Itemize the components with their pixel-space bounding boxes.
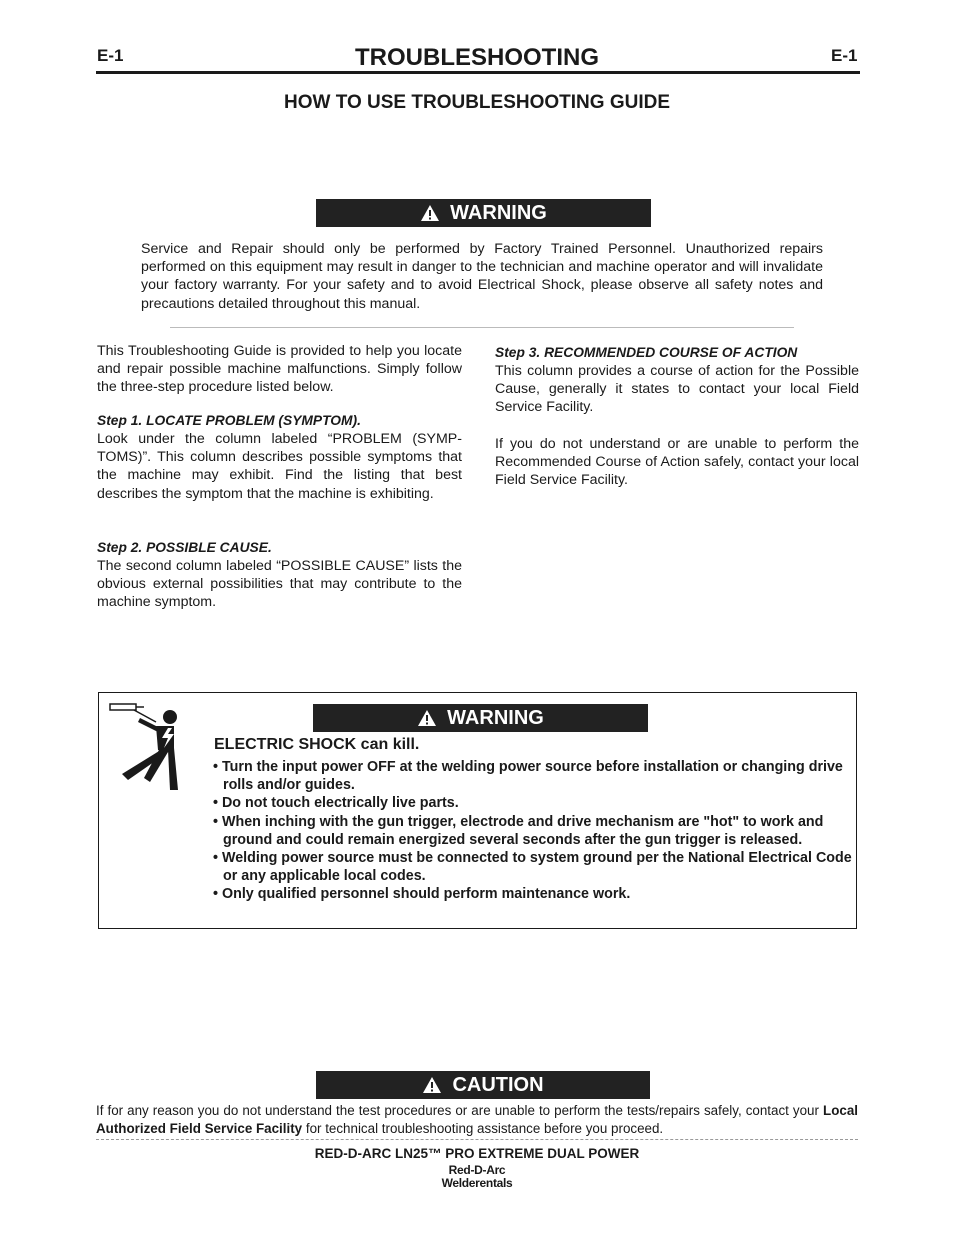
step2-text: The second column labeled “POSSIBLE CAUSE” lists the obvious external possibilities that may contribute to the machine symptom.: [97, 558, 462, 611]
guide-intro: This Troubleshooting Guide is provided to help you locate and repair possible machine malfunctions. Simply follow the three-step procedure listed below.: [97, 343, 462, 396]
step2-title: Step 2. POSSIBLE CAUSE.: [97, 540, 272, 555]
footer-product: RED-D-ARC LN25™ PRO EXTREME DUAL POWER: [314, 1146, 640, 1161]
shock-bullet-list: [213, 758, 853, 904]
warning-label: WARNING: [450, 201, 547, 224]
step3-text: This column provides a course of action for the Possible Cause, generally it states to contact your local Field Service Facility.: [495, 363, 859, 416]
logo-line-2: Welderentals: [441, 1176, 513, 1190]
warning-banner: [316, 199, 651, 227]
caution-text: [96, 1102, 858, 1138]
shock-heading: ELECTRIC SHOCK can kill.: [214, 736, 420, 753]
warning-triangle-icon: [417, 709, 437, 727]
divider: [170, 327, 794, 328]
caution-text-part: If for any reason you do not understand the test procedures or are unable to perform the tests/repairs safely, contact your: [96, 1103, 824, 1118]
warning-label-2: WARNING: [447, 706, 544, 729]
page-title: TROUBLESHOOTING: [355, 44, 599, 71]
list-item: • Turn the input power OFF at the welding power source before installation or changing drive rolls and/or guides.: [213, 759, 843, 794]
step3-title: Step 3. RECOMMENDED COURSE OF ACTION: [495, 345, 798, 360]
step3-note: If you do not understand or are unable to perform the Recommended Course of Action safely, contact your local Field Service Facility.: [495, 436, 859, 489]
caution-text-bold: Local Authorized Field Service Facility: [96, 1103, 858, 1136]
step1-title: Step 1. LOCATE PROBLEM (SYMPTOM).: [97, 413, 361, 428]
caution-label: CAUTION: [452, 1073, 544, 1096]
warning-triangle-icon: [422, 1076, 442, 1094]
list-item: • Welding power source must be connected to system ground per the National Electrical Code or any applicable local codes.: [213, 850, 852, 885]
caution-banner: [316, 1071, 650, 1099]
step1-text: Look under the column labeled “PROBLEM (SYMP-TOMS)”. This column describes possible symptoms that the machine may exhibit. Find the listing that best describes the symptom that the machine is exhibiting.: [97, 431, 462, 502]
footer-rule: [96, 1139, 858, 1140]
warning-text: Service and Repair should only be performed by Factory Trained Personnel. Unauthorized repairs performed on this equipment may result in danger to the technician and machine operator and will invalidate your factory warranty. For your safety and to avoid Electrical Shock, please observe all safety notes and precautions detailed throughout this manual.: [141, 241, 823, 312]
warning-triangle-icon: [420, 204, 440, 222]
section-subtitle: HOW TO USE TROUBLESHOOTING GUIDE: [284, 92, 670, 113]
caution-text-part: for technical troubleshooting assistance before you proceed.: [302, 1121, 664, 1136]
warning-banner-2: [313, 704, 648, 732]
electric-shock-icon: [108, 700, 203, 805]
page-number-right: E-1: [831, 46, 858, 65]
page-number-left: E-1: [97, 46, 124, 65]
brand-logo: [0, 1164, 954, 1190]
list-item: • Do not touch electrically live parts.: [213, 795, 459, 812]
list-item: • Only qualified personnel should perform maintenance work.: [213, 886, 631, 903]
logo-line-1: Red-D-Arc: [448, 1163, 506, 1177]
header-rule: [96, 71, 860, 74]
list-item: • When inching with the gun trigger, electrode and drive mechanism are "hot" to work and ground and could remain energized several seconds after the gun trigger is released.: [213, 813, 824, 848]
